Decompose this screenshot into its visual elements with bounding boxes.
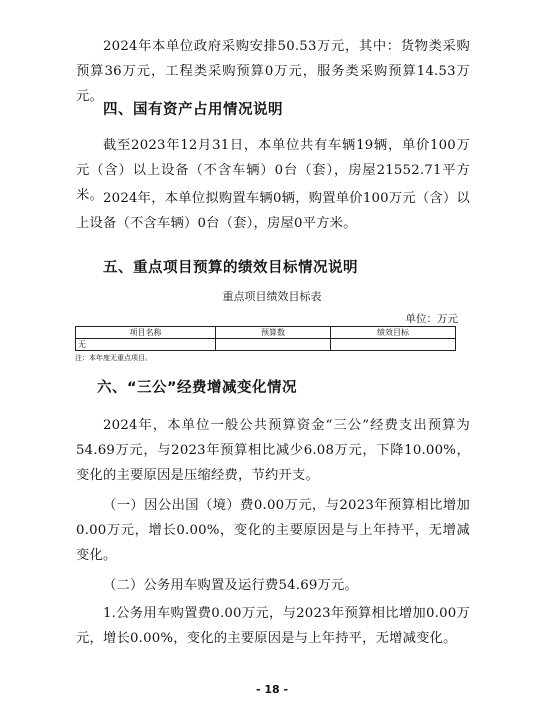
table-caption: 重点项目绩效目标表 <box>222 290 322 303</box>
page-number: - 18 - <box>255 683 289 696</box>
paragraph-abroad-expenses: （一）因公出国（境）费0.00万元，与2023年预算相比增加0.00万元，增长0.00%，变化的主要原因是与上年持平，无增减变化。 <box>76 498 470 563</box>
table-unit: 单位：万元 <box>405 313 458 325</box>
table-row <box>76 339 456 351</box>
table-header-row <box>76 327 456 339</box>
heading-performance-goals: 五、重点项目预算的绩效目标情况说明 <box>103 260 358 276</box>
column-header-project-name: 项目名称 <box>76 327 216 339</box>
performance-table <box>75 326 456 351</box>
table-cell <box>331 339 456 351</box>
heading-state-assets: 四、国有资产占用情况说明 <box>103 102 283 118</box>
heading-three-public-expenses: 六、“三公”经费增减变化情况 <box>97 380 298 396</box>
column-header-performance-goal: 绩效目标 <box>331 327 456 339</box>
paragraph-assets-current: 截至2023年12月31日，本单位共有车辆19辆，单价100万元（含）以上设备（不含车辆）0台（套），房屋21552.71平方米。 <box>76 138 470 203</box>
paragraph-vehicle-purchase: 1.公务用车购置费0.00万元，与2023年预算相比增加0.00万元，增长0.00%，变化的主要原因是与上年持平，无增减变化。 <box>76 606 470 646</box>
column-header-budget: 预算数 <box>216 327 331 339</box>
paragraph-procurement: 2024年本单位政府采购安排50.53万元，其中：货物类采购预算36万元，工程类采购预算0万元，服务类采购预算14.53万元。 <box>76 39 470 104</box>
paragraph-assets-planned: 2024年，本单位拟购置车辆0辆，购置单价100万元（含）以上设备（不含车辆）0台（套），房屋0平方米。 <box>76 191 470 231</box>
paragraph-three-public-summary: 2024年，本单位一般公共预算资金“三公”经费支出预算为54.69万元，与2023年预算相比减少6.08万元，下降10.00%，变化的主要原因是压缩经费，节约开支。 <box>76 418 470 483</box>
paragraph-vehicle-expenses: （二）公务用车购置及运行费54.69万元。 <box>103 578 359 593</box>
table-cell <box>216 339 331 351</box>
table-note: 注：本年度无重点项目。 <box>75 354 152 362</box>
table-cell: 无 <box>76 339 216 351</box>
